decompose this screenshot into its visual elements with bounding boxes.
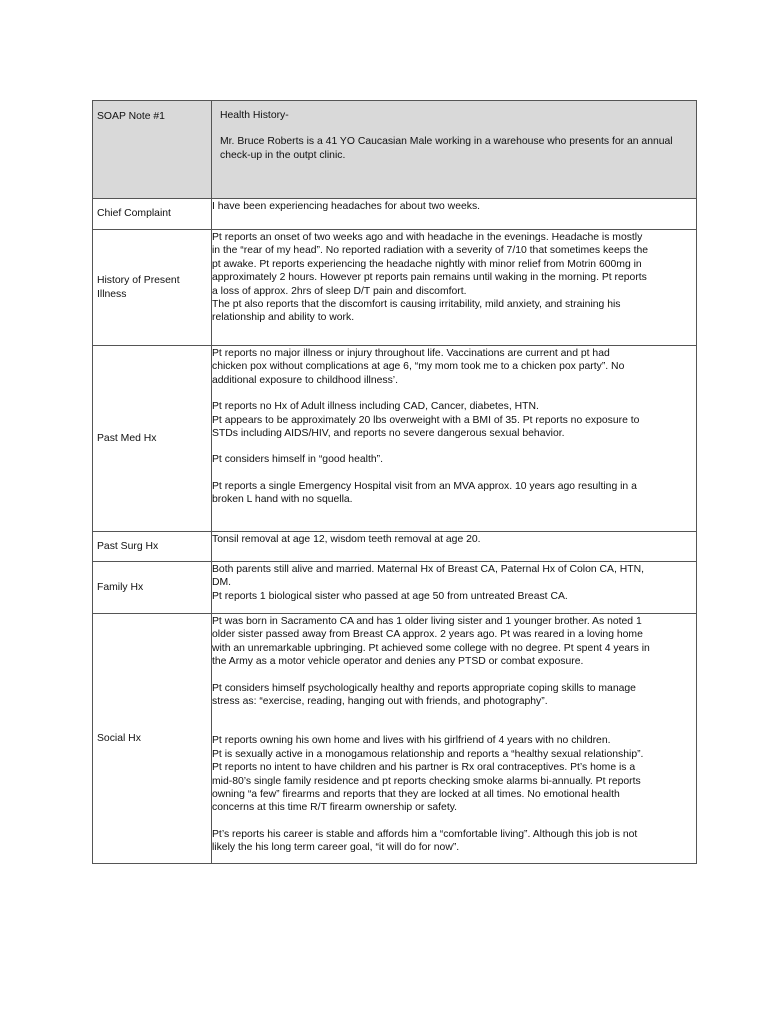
hpi-paragraph: Pt reports an onset of two weeks ago and with headache in the evenings. Headache is mostly in the “rear of my head”. No reported radiation with a severity of 7/10 that sometimes keeps the pt awake. Pt reports experiencing the headache nightly with minor relief from Motrin 600mg in approximately 2 hours. However pt reports pain remains until waking in the morning. Pt reports a loss of approx. 2hrs of sleep D/T pain and discomfort. The pt also reports that the discomfort is causing irritability, mild anxiety, and straining his relationship and ability to work. xyxy=(212,232,649,324)
hpi-content xyxy=(212,230,697,346)
health-history-cell xyxy=(212,101,697,199)
note-title: SOAP Note #1 xyxy=(93,101,212,199)
social-paragraph: Pt reports owning his own home and lives with his girlfriend of 4 years with no children. Pt is sexually active in a monogamous relationship and reports a “healthy sexual relationship”. Pt reports no intent to have children and his partner is Rx oral contraceptives. Pt’s home is a mid-80’s single family residence and pt reports checking smoke alarms bi-annually. Pt reports owning “a few” firearms and reports that they are locked at all times. No emotional health concerns at this time R/T firearm ownership or safety. xyxy=(212,735,644,814)
past-surg-text: Tonsil removal at age 12, wisdom teeth removal at age 20. xyxy=(212,532,697,562)
past-surg-row xyxy=(93,532,697,562)
health-history-title: Health History- xyxy=(220,110,289,121)
social-paragraph: Pt considers himself psychologically healthy and reports appropriate coping skills to manage stress as: “exercise, reading, hanging out with friends, and photography”. xyxy=(212,682,636,708)
past-med-paragraph: Pt reports a single Emergency Hospital visit from an MVA approx. 10 years ago resulting in a broken L hand with no squella. xyxy=(212,480,637,506)
past-med-paragraph: Pt considers himself in “good health”. xyxy=(212,454,383,466)
header-row xyxy=(93,101,697,199)
past-med-label: Past Med Hx xyxy=(93,346,212,532)
family-label: Family Hx xyxy=(93,562,212,614)
chief-complaint-row xyxy=(93,199,697,230)
social-content xyxy=(212,614,697,864)
social-paragraph: Pt’s reports his career is stable and affords him a “comfortable living”. Although this job is not likely the his long term career goal, “it will do for now”. xyxy=(212,828,638,854)
social-row xyxy=(93,614,697,864)
past-med-paragraph: Pt reports no major illness or injury throughout life. Vaccinations are current and pt had chicken pox without complications at age 6, “my mom took me to a chicken pox party”. No additional exposure to childhood illness’. xyxy=(212,348,625,386)
hpi-label: History of Present Illness xyxy=(93,230,212,346)
social-label: Social Hx xyxy=(93,614,212,864)
family-content xyxy=(212,562,697,614)
chief-complaint-label: Chief Complaint xyxy=(93,199,212,230)
hpi-row xyxy=(93,230,697,346)
soap-note-table xyxy=(92,100,697,864)
past-surg-label: Past Surg Hx xyxy=(93,532,212,562)
family-paragraph: Both parents still alive and married. Maternal Hx of Breast CA, Paternal Hx of Colon CA, HTN, DM. Pt reports 1 biological sister who passed at age 50 from untreated Breast CA. xyxy=(212,564,644,602)
health-history-text: Mr. Bruce Roberts is a 41 YO Caucasian Male working in a warehouse who presents for an annual check-up in the outpt clinic. xyxy=(220,136,673,161)
past-med-paragraph: Pt reports no Hx of Adult illness including CAD, Cancer, diabetes, HTN. Pt appears to be approximately 20 lbs overweight with a BMI of 35. Pt reports no exposure to STDs including AIDS/HIV, and reports no severe dangerous sexual behavior. xyxy=(212,401,640,440)
past-med-content xyxy=(212,346,697,532)
family-row xyxy=(93,562,697,614)
chief-complaint-text: I have been experiencing headaches for about two weeks. xyxy=(212,199,697,230)
past-med-row xyxy=(93,346,697,532)
social-paragraph: Pt was born in Sacramento CA and has 1 older living sister and 1 younger brother. As noted 1 older sister passed away from Breast CA approx. 2 years ago. Pt was reared in a loving home with an unremarkable upbringing. Pt achieved some college with no degree. Pt spent 4 years in the Army as a motor vehicle operator and denies any PTSD or combat exposure. xyxy=(212,616,650,668)
